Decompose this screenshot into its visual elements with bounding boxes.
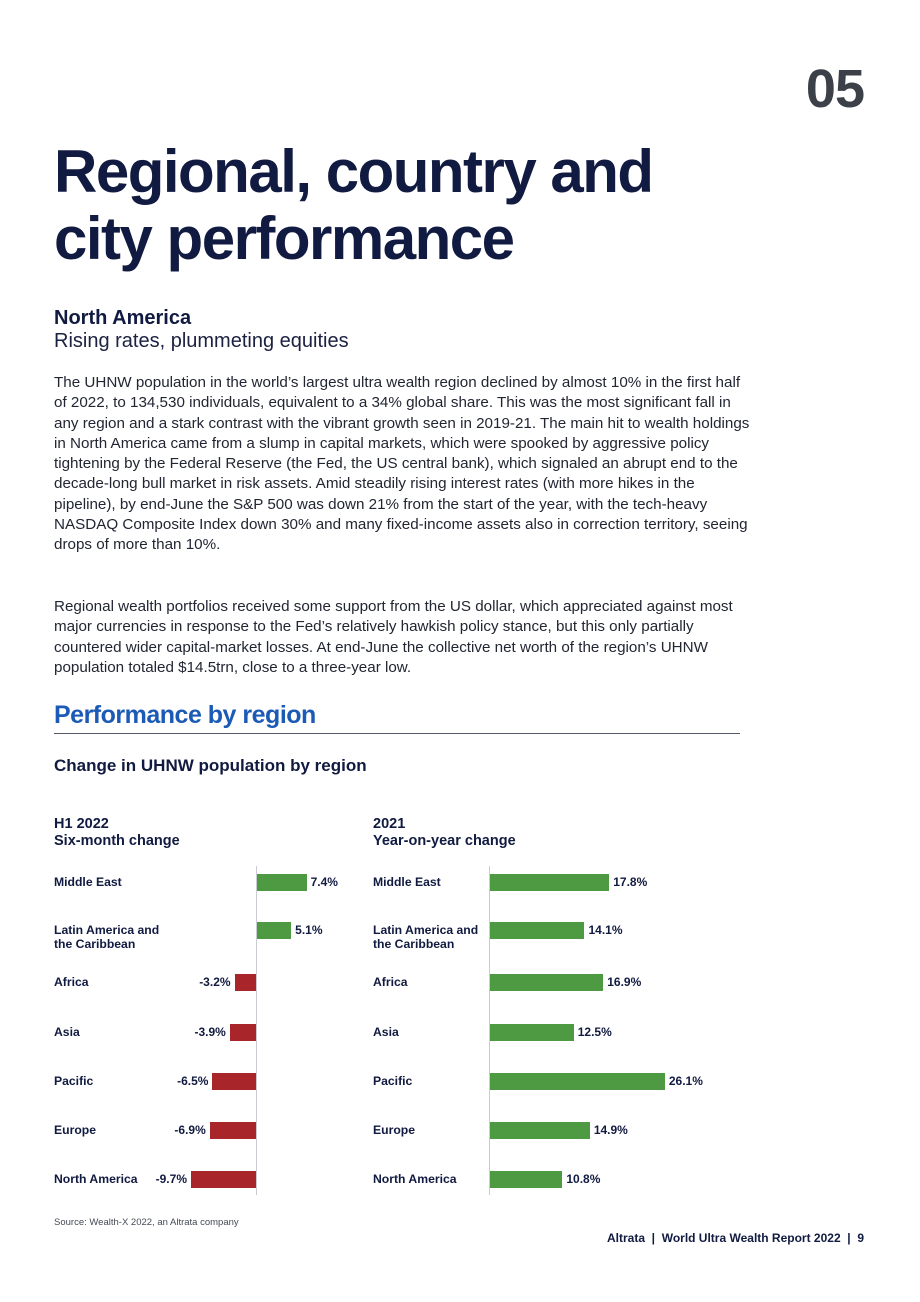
y2021-category-label [373,1172,488,1186]
h1-category-label-line: Asia [54,1025,80,1039]
h1-category-label [54,923,184,951]
page-title-line-2: city performance [54,205,514,273]
y2021-bar [490,974,603,991]
h1-category-label-line: Middle East [54,875,122,889]
body-paragraph-1: The UHNW population in the world’s largest ultra wealth region declined by almost 10% in the first half of 2022, to 134,530 individuals, equivalent to a 34% global share. This was the most significant fall in any region and a stark contrast with the vibrant growth seen in 2019-21. The main hit to wealth holdings in North America came from a slump in capital markets, which were spooked by aggressive policy tightening by the Federal Reserve (the Fed, the US central bank), which signaled an abrupt end to the decade-long bull market in risk assets. Amid steadily rising interest rates (with more hikes in the pipeline), by end-June the S&P 500 was down 21% from the start of the year, with the tech-heavy NASDAQ Composite Index down 30% and many fixed-income assets also in correction territory, seeing drops of more than 10%. [54,374,750,554]
y2021-category-label-line: Europe [373,1123,415,1137]
y2021-category-label [373,1123,488,1137]
y2021-category-label-line: Asia [373,1025,399,1039]
y2021-value-label: 17.8% [613,875,648,889]
y2021-category-label [373,1025,488,1039]
h1-value-label: -3.2% [199,975,231,989]
source-note: Source: Wealth-X 2022, an Altrata company [54,1217,239,1228]
y2021-bar [490,1073,665,1090]
page-footer: Altrata | World Ultra Wealth Report 2022 | 9 [607,1231,864,1245]
h1-category-label-line: Africa [54,975,89,989]
h1-value-label: 7.4% [310,875,338,889]
y2021-value-label: 10.8% [566,1172,601,1186]
y2021-category-label [373,1074,488,1088]
h1-bar [257,874,307,891]
h1-value-label: -3.9% [194,1025,226,1039]
h1-bar [257,922,291,939]
chart-left-heading-line-1: H1 2022 [54,816,109,832]
y2021-category-label-line: Africa [373,975,408,989]
h1-category-label-line: North America [54,1172,138,1186]
h1-category-label-line: Latin America and [54,923,160,937]
h1-value-label: -6.5% [177,1074,209,1088]
y2021-value-label: 14.1% [588,923,623,937]
chart-left-heading [54,816,180,850]
y2021-value-label: 16.9% [607,975,642,989]
y2021-category-label-line: Latin America and [373,923,479,937]
chart-left-heading-line-2: Six-month change [54,833,180,849]
h1-bar [191,1171,256,1188]
y2021-bar [490,1171,562,1188]
y2021-bar [490,1024,574,1041]
y2021-value-label: 14.9% [593,1123,628,1137]
y2021-bar [490,1122,590,1139]
page-title-line-1: Regional, country and [54,138,653,205]
y2021-category-label-line: Middle East [373,875,441,889]
heading-divider [54,733,740,734]
h1-bar [235,974,256,991]
body-paragraph-2: Regional wealth portfolios received some support from the US dollar, which appreciated against most major currencies in response to the Fed’s relatively hawkish policy stance, but this only partially countered wider capital-market losses. At end-June the collective net worth of the region’s UHNW population totaled $14.5trn, close to a three-year low. [54,598,733,676]
h1-category-label-line: the Caribbean [54,937,136,951]
h1-value-label: -6.9% [174,1123,206,1137]
h1-axis-line [256,866,257,1195]
chart-right-heading [373,816,516,850]
section-subtitle: Rising rates, plummeting equities [54,330,349,352]
y2021-value-label: 26.1% [668,1074,703,1088]
page-title [54,138,814,272]
y2021-category-label [373,975,488,989]
y2021-bar [490,922,584,939]
h1-category-label [54,975,184,989]
performance-heading: Performance by region [54,701,316,729]
y2021-category-label [373,923,488,951]
h1-category-label-line: Europe [54,1123,96,1137]
chart-right-heading-line-1: 2021 [373,816,406,832]
h1-value-label: -9.7% [155,1172,187,1186]
h1-category-label [54,1025,184,1039]
y2021-bar [490,874,609,891]
section-title: North America [54,307,192,329]
chart-right-heading-line-2: Year-on-year change [373,833,516,849]
h1-category-label-line: Pacific [54,1074,94,1088]
y2021-category-label-line: North America [373,1172,457,1186]
h1-value-label: 5.1% [295,923,323,937]
chapter-number: 05 [805,59,864,119]
h1-bar [210,1122,256,1139]
chart-title: Change in UHNW population by region [54,756,367,775]
y2021-category-label [373,875,488,889]
h1-category-label [54,875,184,889]
y2021-category-label-line: the Caribbean [373,937,455,951]
h1-bar [230,1024,256,1041]
h1-bar [212,1073,256,1090]
y2021-category-label-line: Pacific [373,1074,413,1088]
y2021-value-label: 12.5% [577,1025,612,1039]
